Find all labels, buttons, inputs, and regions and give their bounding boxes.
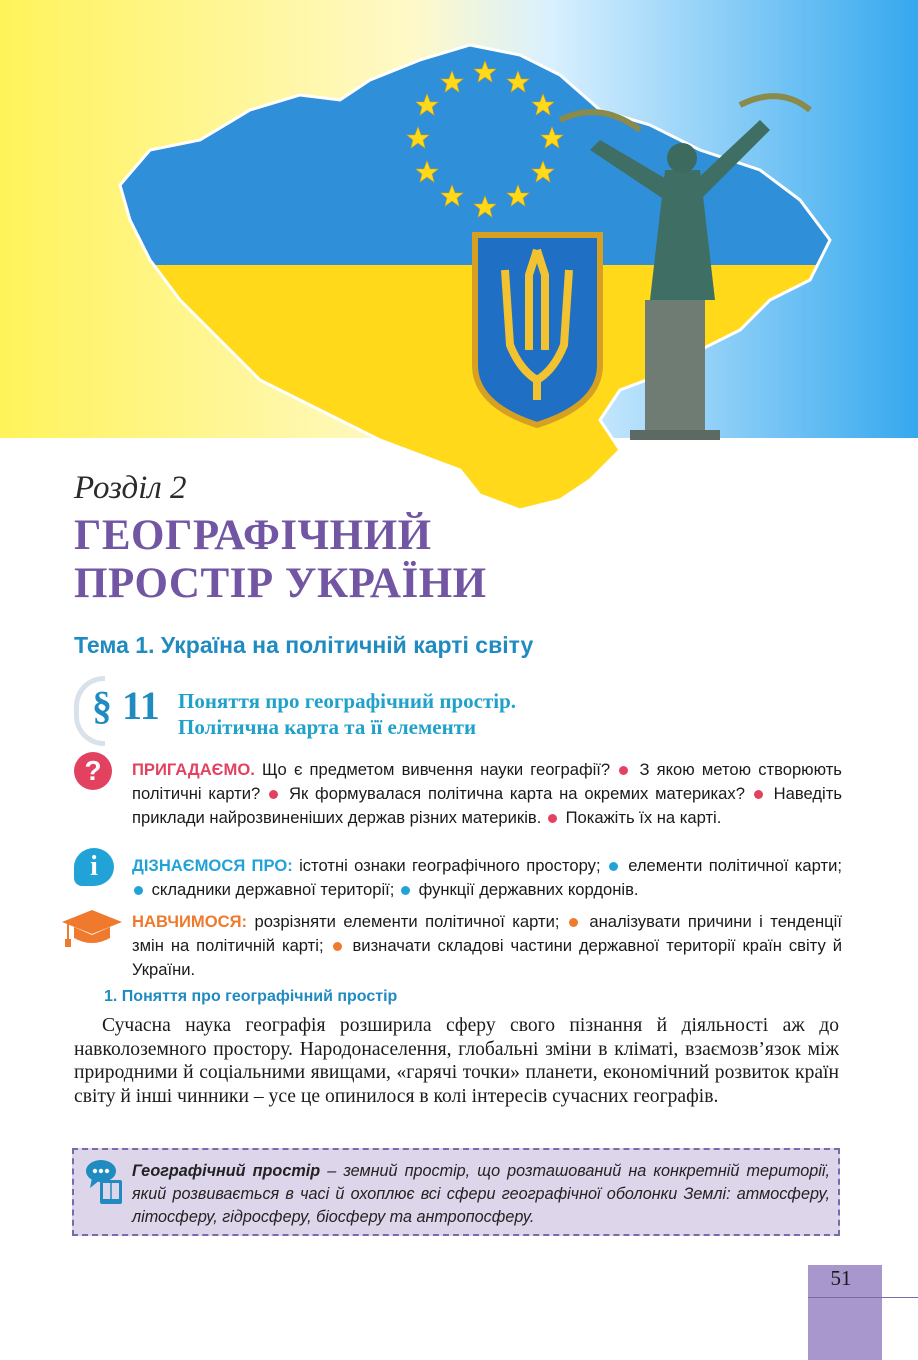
learn-about-block — [132, 854, 842, 902]
definition-term: Географічний простір — [132, 1162, 321, 1180]
paragraph-title-line1: Поняття про географічний простір. — [178, 689, 517, 713]
learn-to-block — [132, 910, 842, 982]
paragraph-badge — [74, 674, 169, 740]
learn-to-lead: НАВЧИМОСЯ: — [132, 912, 248, 931]
recall-item: З якою метою створюють політичні карти? — [132, 760, 842, 803]
question-icon: ? — [74, 752, 112, 790]
recall-item: Як формувалася політична карта на окремих материках? — [288, 784, 745, 803]
body-paragraph: Сучасна наука географія розширила сферу свого пізнання й діяльності аж до навколоземного простору. Народонаселення, глобальні зміни в кліматі, взаємозв’язок між природними й соціальними явищами, «гарячі точки» планети, економічний розвиток країн світу й інші чинники – усе це опинилося в колі інтересів сучасних географів. — [74, 1015, 839, 1107]
graduation-cap-icon — [60, 908, 124, 948]
paragraph-title — [178, 688, 516, 740]
bullet-icon — [333, 942, 342, 951]
bullet-icon — [619, 766, 628, 775]
learn-about-item: функції державних кордонів. — [418, 880, 639, 899]
chapter-title-line2: ПРОСТІР УКРАЇНИ — [74, 560, 487, 607]
paragraph-title-line2: Політична карта та її елементи — [178, 715, 477, 739]
info-icon: i — [74, 848, 114, 886]
topic-heading: Тема 1. Україна на політичній карті світу — [74, 632, 534, 658]
recall-item: Наведіть приклади найрозвиненіших держав різних материків. — [132, 784, 842, 827]
recall-item: Покажіть їх на карті. — [565, 808, 722, 827]
chapter-label: Розділ 2 — [74, 470, 187, 506]
learn-about-item: елементи політичної карти; — [628, 856, 842, 875]
recall-lead: ПРИГАДАЄМО. — [132, 760, 255, 779]
definition-body: – земний простір, що розташований на конкретній території, який розвивається в часі й охоплює всі сфери географічної оболонки Землі: атмосферу, літосферу, гідросферу, біосферу та антропосферу. — [132, 1162, 830, 1226]
learn-to-item: аналізувати причини і тенденції змін на політичній карті; — [132, 912, 842, 955]
bullet-icon — [401, 886, 410, 895]
trident-shield-icon — [475, 235, 600, 425]
page-rule — [808, 1297, 918, 1298]
bullet-icon — [134, 886, 143, 895]
learn-about-item: складники державної території; — [151, 880, 395, 899]
learn-about-item: істотні ознаки географічного простору; — [299, 856, 601, 875]
learn-to-item: визначати складові частини державної території країн світу й України. — [132, 936, 842, 979]
learn-about-lead: ДІЗНАЄМОСЯ ПРО: — [132, 856, 293, 875]
chapter-title-line1: ГЕОГРАФІЧНИЙ — [74, 512, 432, 559]
hero-svg — [0, 0, 918, 530]
chapter-title — [74, 512, 487, 608]
chat-book-icon — [84, 1158, 126, 1206]
bullet-icon — [269, 790, 278, 799]
recall-block — [132, 758, 842, 830]
hero-illustration — [0, 0, 918, 530]
bullet-icon — [569, 918, 578, 927]
definition-box — [72, 1148, 840, 1236]
bullet-icon — [754, 790, 763, 799]
bullet-icon — [609, 862, 618, 871]
section-heading: 1. Поняття про географічний простір — [104, 988, 398, 1005]
learn-to-item: розрізняти елементи політичної карти; — [254, 912, 560, 931]
page-number: 51 — [830, 1266, 852, 1290]
recall-item: Що є предметом вивчення науки географії? — [262, 760, 611, 779]
definition-text — [132, 1160, 830, 1229]
bullet-icon — [548, 814, 557, 823]
paragraph-number: § 11 — [92, 683, 160, 728]
